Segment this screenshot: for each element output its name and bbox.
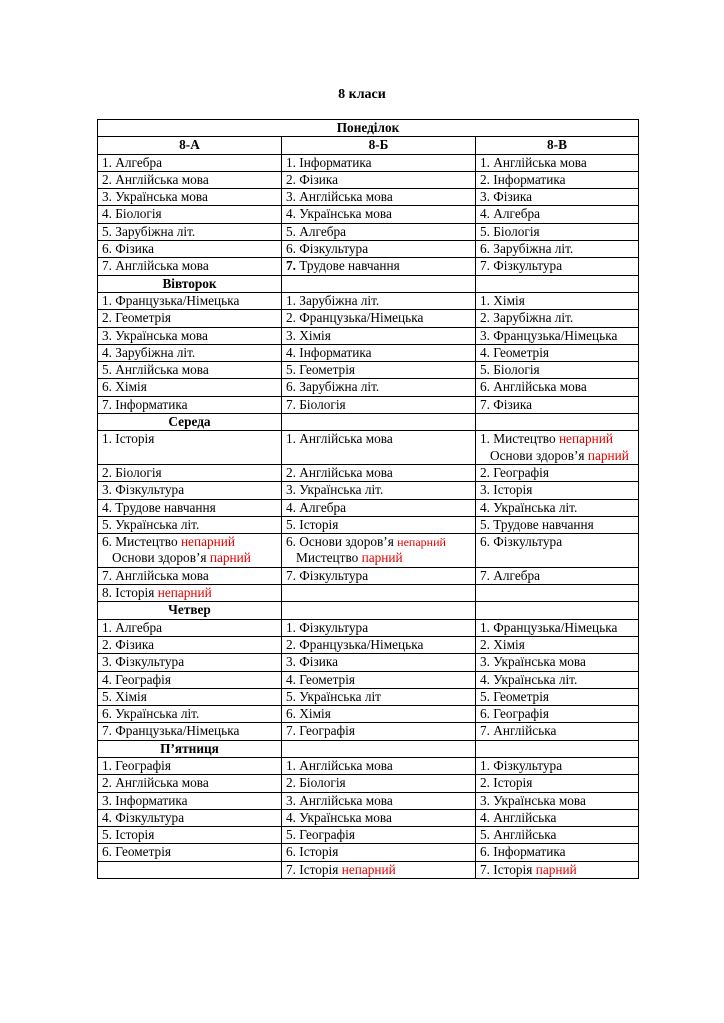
lesson-text: 7. Інформатика (102, 396, 188, 412)
lesson-text: 4. Українська літ. (480, 671, 578, 687)
lesson-cell (98, 189, 282, 206)
lesson-cell (98, 775, 282, 792)
lesson-text: Основи здоров’я (112, 550, 210, 566)
lesson-text: 1. Географія (102, 757, 171, 773)
lesson-text: 6. Англійська мова (480, 379, 587, 395)
lesson-text: 3. Англійська мова (286, 189, 393, 205)
lesson-text: 5. Українська літ. (102, 516, 200, 532)
lesson-row (98, 292, 639, 309)
lesson-text: 5. Хімія (102, 688, 147, 704)
day-header-row (98, 740, 639, 757)
lesson-text: 1. Англійська мова (286, 431, 393, 447)
lesson-cell (282, 431, 476, 465)
lesson-text: 1. Алгебра (102, 619, 163, 635)
lesson-cell (476, 844, 639, 861)
lesson-text: 4. Алгебра (286, 499, 347, 515)
week-parity-note: парний (209, 550, 251, 566)
lesson-text: 4. Зарубіжна літ. (102, 344, 196, 360)
lesson-row (98, 688, 639, 705)
lesson-cell (282, 585, 476, 602)
lesson-cell (98, 327, 282, 344)
lesson-text: 5. Українська літ (286, 688, 381, 704)
lesson-text: 7. Біологія (286, 396, 346, 412)
alternate-lesson (102, 550, 277, 566)
lesson-cell (282, 241, 476, 258)
lesson-cell (476, 310, 639, 327)
lesson-number: 7. (286, 258, 296, 274)
lesson-row (98, 636, 639, 653)
day-header: Вівторок (98, 275, 282, 292)
lesson-text: 5. Історія (286, 516, 339, 532)
lesson-text: 6. Хімія (102, 379, 147, 395)
lesson-cell (282, 809, 476, 826)
lesson-cell (98, 171, 282, 188)
lesson-cell (282, 688, 476, 705)
lesson-text: 2. Англійська мова (102, 775, 209, 791)
lesson-text: 2. Англійська мова (102, 171, 209, 187)
lesson-text: 5. Біологія (480, 362, 540, 378)
lesson-cell (476, 688, 639, 705)
lesson-row (98, 154, 639, 171)
lesson-text: 2. Французька/Німецька (286, 636, 424, 652)
lesson-row (98, 861, 639, 878)
lesson-cell (476, 154, 639, 171)
lesson-text: Мистецтво (296, 550, 362, 566)
lesson-text: 1. Зарубіжна літ. (286, 292, 380, 308)
lesson-cell (282, 654, 476, 671)
day-header-blank (282, 414, 476, 431)
lesson-cell (476, 809, 639, 826)
lesson-text: 3. Українська мова (480, 654, 586, 670)
lesson-text: 1. Алгебра (102, 154, 163, 170)
lesson-cell (476, 396, 639, 413)
lesson-row (98, 516, 639, 533)
week-parity-note: непарний (341, 861, 396, 877)
lesson-text: 6. Мистецтво (102, 534, 181, 550)
lesson-text: 4. Англійська (480, 809, 557, 825)
week-parity-note: непарний (558, 431, 613, 447)
day-header-blank (282, 275, 476, 292)
lesson-text: 4. Українська мова (286, 206, 392, 222)
week-parity-note: непарний (157, 585, 212, 601)
lesson-text: 5. Геометрія (286, 362, 356, 378)
lesson-row (98, 723, 639, 740)
lesson-text: 5. Біологія (480, 223, 540, 239)
lesson-cell (476, 464, 639, 481)
lesson-text: 5. Англійська мова (102, 362, 209, 378)
week-parity-note: парний (535, 861, 577, 877)
lesson-text: 7. Історія (286, 861, 342, 877)
lesson-text: 5. Історія (102, 827, 155, 843)
lesson-row (98, 619, 639, 636)
lesson-text: 6. Українська літ. (102, 706, 200, 722)
lesson-text: 6. Фізика (102, 241, 155, 257)
lesson-text: 1. Англійська мова (480, 154, 587, 170)
lesson-cell (476, 241, 639, 258)
lesson-text: 3. Французька/Німецька (480, 327, 618, 343)
lesson-row (98, 757, 639, 774)
page-title: 8 класи (338, 87, 386, 102)
lesson-row (98, 464, 639, 481)
lesson-row (98, 310, 639, 327)
lesson-cell (98, 206, 282, 223)
lesson-text: 2. Геометрія (102, 310, 172, 326)
lesson-cell (476, 379, 639, 396)
lesson-row (98, 706, 639, 723)
lesson-cell (476, 499, 639, 516)
lesson-cell (476, 206, 639, 223)
lesson-text: 4. Українська літ. (480, 499, 578, 515)
lesson-cell (282, 154, 476, 171)
lesson-row (98, 654, 639, 671)
lesson-text: 7. Фізкультура (480, 258, 563, 274)
lesson-cell (282, 327, 476, 344)
lesson-cell (282, 757, 476, 774)
lesson-text: 8. Історія (102, 585, 158, 601)
lesson-row (98, 775, 639, 792)
lesson-cell (476, 431, 639, 465)
lesson-cell (476, 723, 639, 740)
lesson-text: 4. Геометрія (286, 671, 356, 687)
lesson-text: 3. Історія (480, 482, 533, 498)
lesson-cell (476, 861, 639, 878)
lesson-text: 3. Українська мова (480, 792, 586, 808)
lesson-text: 3. Англійська мова (286, 792, 393, 808)
lesson-text: 2. Географія (480, 464, 549, 480)
lesson-cell (98, 223, 282, 240)
lesson-text: 4. Трудове навчання (102, 499, 216, 515)
class-header-row (98, 137, 639, 154)
lesson-cell (98, 619, 282, 636)
lesson-cell (98, 792, 282, 809)
lesson-row (98, 327, 639, 344)
day-header: Середа (98, 414, 282, 431)
lesson-row (98, 671, 639, 688)
lesson-cell (282, 636, 476, 653)
lesson-text: 2. Біологія (286, 775, 346, 791)
lesson-text: 7. Історія (480, 861, 536, 877)
lesson-cell (98, 827, 282, 844)
lesson-cell (476, 619, 639, 636)
lesson-text: 2. Зарубіжна літ. (480, 310, 574, 326)
lesson-cell (98, 706, 282, 723)
lesson-text: 3. Українська мова (102, 189, 208, 205)
lesson-cell (476, 567, 639, 584)
lesson-text: 2. Французька/Німецька (286, 310, 424, 326)
lesson-row (98, 482, 639, 499)
lesson-text: 5. Трудове навчання (480, 516, 594, 532)
lesson-row (98, 171, 639, 188)
lesson-cell (476, 482, 639, 499)
lesson-text: 6. Основи здоров’я (286, 534, 398, 550)
lesson-row (98, 827, 639, 844)
lesson-row (98, 396, 639, 413)
lesson-cell (98, 585, 282, 602)
lesson-cell (282, 464, 476, 481)
lesson-text: 4. Біологія (102, 206, 162, 222)
lesson-cell (98, 636, 282, 653)
lesson-cell (98, 396, 282, 413)
lesson-cell (98, 258, 282, 275)
lesson-cell (282, 258, 476, 275)
lesson-row (98, 844, 639, 861)
lesson-text: 6. Зарубіжна літ. (286, 379, 380, 395)
lesson-text: 4. Інформатика (286, 344, 372, 360)
lesson-cell (98, 499, 282, 516)
day-header: Понеділок (98, 120, 639, 137)
week-parity-note: непарний (397, 535, 446, 550)
lesson-row (98, 189, 639, 206)
lesson-row (98, 379, 639, 396)
day-header-blank (282, 602, 476, 619)
lesson-text: 1. Англійська мова (286, 757, 393, 773)
class-header: 8-В (476, 137, 639, 154)
lesson-cell (98, 567, 282, 584)
lesson-text: 3. Українська мова (102, 327, 208, 343)
lesson-cell (98, 241, 282, 258)
lesson-cell (476, 344, 639, 361)
lesson-cell (282, 861, 476, 878)
lesson-text: 7. Фізкультура (286, 567, 369, 583)
day-header-row (98, 414, 639, 431)
lesson-text: 6. Хімія (286, 706, 331, 722)
lesson-cell (476, 534, 639, 568)
lesson-cell (282, 706, 476, 723)
day-header: П’ятниця (98, 740, 282, 757)
lesson-row (98, 567, 639, 584)
lesson-cell (476, 706, 639, 723)
lesson-cell (282, 362, 476, 379)
lesson-text: 3. Хімія (286, 327, 331, 343)
lesson-row (98, 499, 639, 516)
schedule-table (97, 119, 639, 879)
lesson-cell (98, 688, 282, 705)
lesson-cell (282, 189, 476, 206)
lesson-cell (476, 775, 639, 792)
day-header-row (98, 120, 639, 137)
lesson-cell (282, 844, 476, 861)
lesson-cell (282, 396, 476, 413)
lesson-cell (282, 171, 476, 188)
lesson-text: 1. Французька/Німецька (102, 292, 240, 308)
week-parity-note: непарний (180, 534, 235, 550)
lesson-cell (98, 654, 282, 671)
week-parity-note: парний (361, 550, 403, 566)
lesson-cell (476, 516, 639, 533)
lesson-text: 7. Фізика (480, 396, 533, 412)
lesson-cell (476, 223, 639, 240)
day-header-blank (476, 275, 639, 292)
lesson-text: 7. Англійська (480, 723, 557, 739)
lesson-text: 1. Фізкультура (480, 757, 563, 773)
lesson-text: 3. Фізика (480, 189, 533, 205)
lesson-cell (476, 757, 639, 774)
lesson-row (98, 223, 639, 240)
class-header: 8-Б (282, 137, 476, 154)
lesson-text: 6. Фізкультура (480, 534, 563, 550)
lesson-text: 6. Зарубіжна літ. (480, 241, 574, 257)
day-header-row (98, 275, 639, 292)
lesson-cell (282, 310, 476, 327)
lesson-cell (476, 292, 639, 309)
lesson-cell (282, 671, 476, 688)
lesson-text: 3. Фізкультура (102, 482, 185, 498)
lesson-row (98, 585, 639, 602)
lesson-cell (98, 362, 282, 379)
lesson-row (98, 792, 639, 809)
lesson-text: 5. Зарубіжна літ. (102, 223, 196, 239)
lesson-cell (98, 379, 282, 396)
lesson-text: 1. Мистецтво (480, 431, 559, 447)
lesson-text: 7. Географія (286, 723, 355, 739)
lesson-cell (98, 516, 282, 533)
lesson-text: 2. Інформатика (480, 171, 566, 187)
lesson-text: 4. Фізкультура (102, 809, 185, 825)
lesson-row (98, 362, 639, 379)
lesson-cell (282, 567, 476, 584)
lesson-cell (476, 792, 639, 809)
lesson-cell (476, 189, 639, 206)
lesson-text: 3. Українська літ. (286, 482, 384, 498)
lesson-cell (476, 671, 639, 688)
lesson-text: 1. Фізкультура (286, 619, 369, 635)
lesson-cell (282, 516, 476, 533)
lesson-text: 4. Українська мова (286, 809, 392, 825)
lesson-cell (282, 344, 476, 361)
lesson-cell (282, 292, 476, 309)
lesson-subject: Трудове навчання (295, 258, 400, 274)
lesson-cell (98, 844, 282, 861)
lesson-text: 7. Французька/Німецька (102, 723, 240, 739)
lesson-cell (98, 757, 282, 774)
week-parity-note: парний (587, 447, 629, 463)
lesson-cell (476, 827, 639, 844)
lesson-text: 2. Хімія (480, 636, 525, 652)
lesson-cell (282, 723, 476, 740)
lesson-row (98, 344, 639, 361)
lesson-cell (476, 258, 639, 275)
alternate-lesson (286, 550, 471, 566)
lesson-text: 6. Інформатика (480, 844, 566, 860)
lesson-cell (98, 292, 282, 309)
lesson-text: 2. Біологія (102, 464, 162, 480)
day-header: Четвер (98, 602, 282, 619)
lesson-row (98, 534, 639, 568)
lesson-cell (98, 154, 282, 171)
lesson-text: 4. Геометрія (480, 344, 550, 360)
lesson-cell (282, 775, 476, 792)
lesson-cell (476, 636, 639, 653)
lesson-cell (476, 171, 639, 188)
day-header-blank (282, 740, 476, 757)
lesson-text: 7. Алгебра (480, 567, 541, 583)
lesson-text: 7. Англійська мова (102, 258, 209, 274)
lesson-cell (282, 223, 476, 240)
lesson-text: 5. Геометрія (480, 688, 550, 704)
day-header-blank (476, 414, 639, 431)
lesson-text: 1. Хімія (480, 292, 525, 308)
lesson-cell (98, 671, 282, 688)
lesson-cell (98, 723, 282, 740)
lesson-cell (282, 619, 476, 636)
lesson-text: 6. Геометрія (102, 844, 172, 860)
lesson-cell (98, 310, 282, 327)
lesson-text: 4. Алгебра (480, 206, 541, 222)
lesson-text: 6. Фізкультура (286, 241, 369, 257)
lesson-cell (282, 534, 476, 568)
lesson-cell (98, 482, 282, 499)
lesson-cell (282, 792, 476, 809)
lesson-text: 3. Інформатика (102, 792, 188, 808)
lesson-cell (476, 362, 639, 379)
lesson-cell (98, 861, 282, 878)
lesson-row (98, 431, 639, 465)
lesson-text: Основи здоров’я (490, 447, 588, 463)
lesson-cell (98, 431, 282, 465)
lesson-text: 6. Географія (480, 706, 549, 722)
lesson-text: 1. Історія (102, 431, 155, 447)
lesson-row (98, 206, 639, 223)
lesson-cell (282, 827, 476, 844)
lesson-cell (282, 482, 476, 499)
lesson-text: 2. Фізика (102, 636, 155, 652)
lesson-cell (98, 464, 282, 481)
lesson-row (98, 241, 639, 258)
lesson-text: 5. Географія (286, 827, 355, 843)
lesson-cell (476, 585, 639, 602)
lesson-text: 2. Фізика (286, 171, 339, 187)
lesson-text: 3. Фізкультура (102, 654, 185, 670)
lesson-cell (98, 534, 282, 568)
alternate-lesson (480, 448, 634, 464)
lesson-text: 3. Фізика (286, 654, 339, 670)
day-header-row (98, 602, 639, 619)
lesson-cell (282, 379, 476, 396)
lesson-cell (282, 206, 476, 223)
lesson-cell (476, 327, 639, 344)
lesson-text: 5. Алгебра (286, 223, 347, 239)
class-header: 8-А (98, 137, 282, 154)
lesson-cell (476, 654, 639, 671)
lesson-cell (98, 809, 282, 826)
lesson-text: 4. Географія (102, 671, 171, 687)
lesson-text: 2. Англійська мова (286, 464, 393, 480)
lesson-text: 5. Англійська (480, 827, 557, 843)
lesson-cell (98, 344, 282, 361)
lesson-text: 2. Історія (480, 775, 533, 791)
lesson-row (98, 809, 639, 826)
lesson-cell (282, 499, 476, 516)
day-header-blank (476, 602, 639, 619)
lesson-row (98, 258, 639, 275)
lesson-text: 7. Англійська мова (102, 567, 209, 583)
day-header-blank (476, 740, 639, 757)
lesson-text: 6. Історія (286, 844, 339, 860)
lesson-text: 1. Інформатика (286, 154, 372, 170)
lesson-text: 1. Французька/Німецька (480, 619, 618, 635)
